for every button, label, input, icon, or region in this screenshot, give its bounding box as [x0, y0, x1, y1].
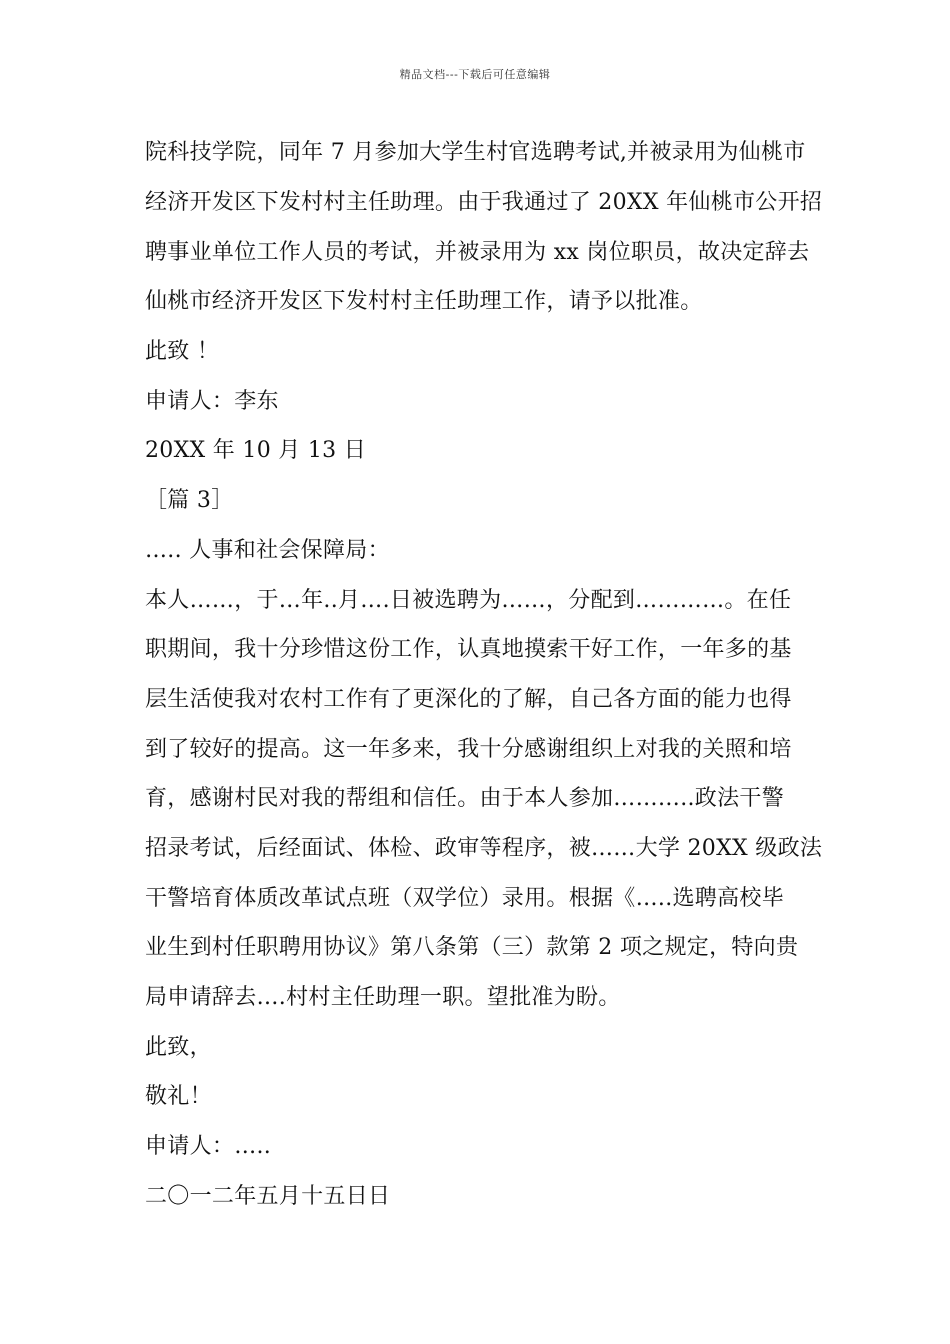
body-line: 仙桃市经济开发区下发村村主任助理工作，请予以批准。 [145, 289, 703, 314]
body-line: 聘事业单位工作人员的考试，并被录用为 xx 岗位职员，故决定辞去 [145, 240, 810, 265]
closing-salutation: 此致， [145, 1035, 212, 1060]
body-line: 经济开发区下发村村主任助理。由于我通过了 20XX 年仙桃市公开招 [145, 190, 823, 215]
body-line: 招录考试，后经面试、体检、政审等程序，被……大学 20XX 级政法 [145, 836, 823, 861]
closing-regards: 敬礼！ [145, 1084, 212, 1109]
body-line: 院科技学院，同年 7 月参加大学生村官选聘考试,并被录用为仙桃市 [145, 140, 806, 165]
body-line: 业生到村任职聘用协议》第八条第（三）款第 2 项之规定，特向贵 [145, 935, 799, 960]
section-heading: ［篇 3］ [145, 488, 234, 513]
body-line: 层生活使我对农村工作有了更深化的了解，自己各方面的能力也得 [145, 687, 792, 712]
applicant-signature: 申请人：….. [145, 1134, 272, 1159]
body-line: 本人……，于…年..月….日被选聘为……，分配到…………。在任 [145, 588, 792, 613]
letter-addressee: ….. 人事和社会保障局： [145, 538, 390, 563]
closing-salutation: 此致 ！ [145, 339, 220, 364]
body-line: 职期间，我十分珍惜这份工作，认真地摸索干好工作，一年多的基 [145, 637, 792, 662]
letter-date: 二〇一二年五月十五日日 [145, 1184, 391, 1209]
body-line: 到了较好的提高。这一年多来，我十分感谢组织上对我的关照和培 [145, 737, 792, 762]
body-line: 育，感谢村民对我的帮组和信任。由于本人参加………..政法干警 [145, 786, 784, 811]
applicant-signature: 申请人：李东 [145, 389, 279, 414]
page-header: 精品文档---下载后可任意编辑 [399, 68, 551, 81]
letter-date: 20XX 年 10 月 13 日 [145, 438, 367, 463]
body-line: 局申请辞去….村村主任助理一职。望批准为盼。 [145, 985, 621, 1010]
body-line: 干警培育体质改革试点班（双学位）录用。根据《…..选聘高校毕 [145, 886, 784, 911]
